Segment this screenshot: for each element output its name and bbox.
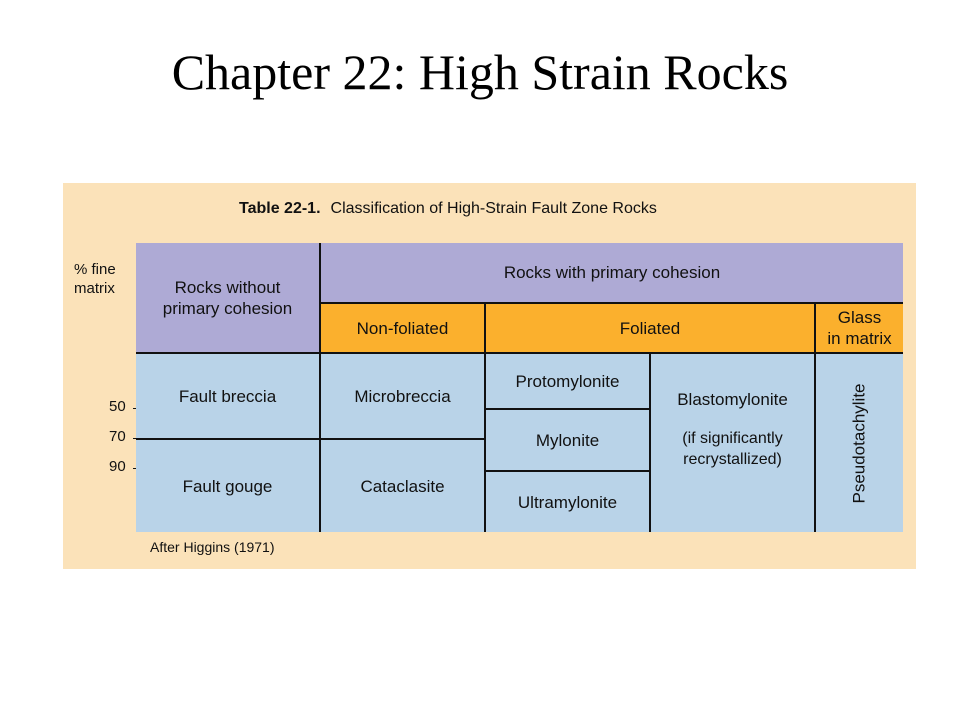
cell-fault-breccia: Fault breccia bbox=[136, 354, 319, 438]
source-credit: After Higgins (1971) bbox=[150, 539, 275, 555]
y-axis-label-line1: % fine bbox=[74, 261, 116, 278]
column-divider bbox=[319, 243, 321, 532]
row-divider bbox=[136, 438, 484, 440]
cell-mylonite: Mylonite bbox=[486, 410, 649, 470]
blastomylonite-note-line1: (if significantly bbox=[682, 429, 783, 447]
cell-protomylonite: Protomylonite bbox=[486, 354, 649, 408]
tick-label-70: 70 bbox=[109, 428, 126, 445]
table-caption-text: Classification of High-Strain Fault Zone Rocks bbox=[330, 200, 657, 217]
blastomylonite-label: Blastomylonite bbox=[677, 389, 788, 409]
header-without-cohesion bbox=[136, 243, 319, 352]
cell-cataclasite: Cataclasite bbox=[321, 440, 484, 532]
cell-fault-gouge: Fault gouge bbox=[136, 440, 319, 532]
cell-ultramylonite: Ultramylonite bbox=[486, 472, 649, 532]
slide-title: Chapter 22: High Strain Rocks bbox=[171, 44, 789, 100]
header-non-foliated: Non-foliated bbox=[321, 304, 484, 352]
header-glass-line1: Glass bbox=[837, 308, 882, 327]
table-caption bbox=[239, 200, 657, 218]
column-divider bbox=[814, 304, 816, 532]
y-axis-label-line2: matrix bbox=[74, 280, 115, 297]
cell-blastomylonite bbox=[651, 354, 814, 532]
column-divider bbox=[649, 354, 651, 532]
pseudotachylite-label: Pseudotachylite bbox=[850, 382, 869, 504]
row-divider bbox=[486, 408, 649, 410]
header-foliated: Foliated bbox=[486, 304, 814, 352]
classification-figure bbox=[63, 183, 916, 569]
column-divider bbox=[484, 304, 486, 532]
header-without-cohesion-line2: primary cohesion bbox=[162, 298, 293, 318]
y-axis-label bbox=[74, 260, 116, 298]
blastomylonite-note-line2: recrystallized) bbox=[683, 450, 782, 468]
header-glass-line2: in matrix bbox=[827, 329, 892, 348]
cell-pseudotachylite bbox=[816, 354, 903, 532]
row-divider bbox=[486, 470, 649, 472]
header-without-cohesion-line1: Rocks without bbox=[174, 277, 281, 297]
header-bottom-rule bbox=[136, 352, 903, 354]
table-number: Table 22-1. bbox=[239, 200, 321, 217]
cell-microbreccia: Microbreccia bbox=[321, 354, 484, 438]
tick-label-90: 90 bbox=[109, 458, 126, 475]
tick-label-50: 50 bbox=[109, 398, 126, 415]
header-glass-in-matrix bbox=[816, 304, 903, 352]
header-with-cohesion: Rocks with primary cohesion bbox=[321, 243, 903, 302]
